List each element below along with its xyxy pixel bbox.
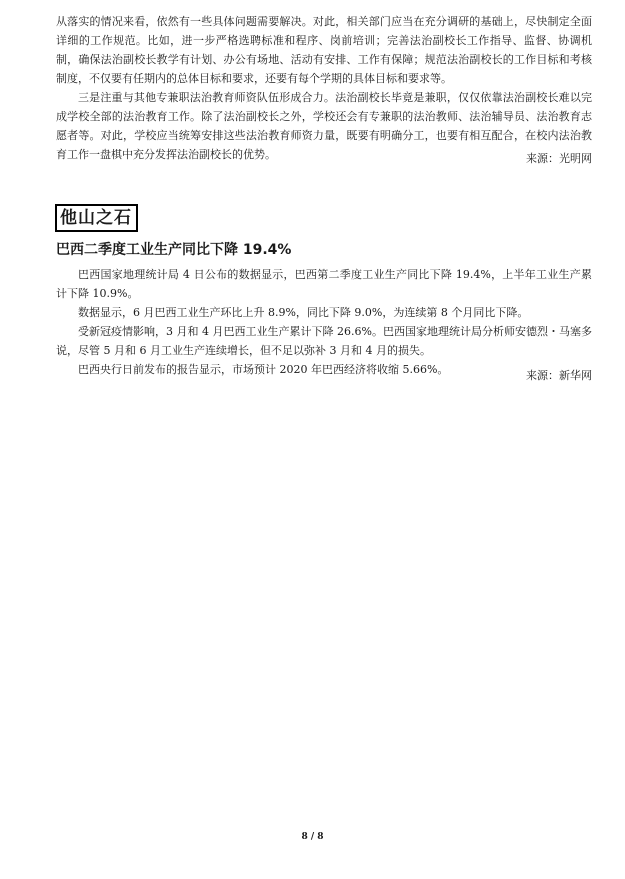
article-source: 来源：新华网 [526, 369, 592, 382]
article-paragraph-1: 巴西国家地理统计局 4 日公布的数据显示，巴西第二季度工业生产同比下降 19.4%，上半年工业生产累计下降 10.9%。 [56, 268, 592, 300]
article-paragraph-3: 受新冠疫情影响，3 月和 4 月巴西工业生产累计下降 26.6%。巴西国家地理统计局分析师安德烈・马塞多说，尽管 5 月和 6 月工业生产连续增长，但不足以弥补 3 月和 4 月的损失。 [56, 325, 592, 357]
article-title: 巴西二季度工业生产同比下降 19.4% [56, 242, 292, 258]
top-article-source: 来源：光明网 [526, 152, 592, 165]
top-article-paragraph-1: 从落实的情况来看，依然有一些具体问题需要解决。对此，相关部门应当在充分调研的基础上，尽快制定全面详细的工作规范。比如，进一步严格选聘标准和程序、岗前培训；完善法治副校长工作指导、监督、协调机制，确保法治副校长教学有计划、办公有场地、活动有安排、工作有保障；规范法治副校长的工作目标和考核制度，不仅要有任期内的总体目标和要求，还要有每个学期的具体目标和要求等。 [56, 15, 592, 85]
page-number: 8 / 8 [301, 832, 324, 842]
top-article-body [56, 12, 592, 164]
top-article-paragraph-2: 三是注重与其他专兼职法治教育师资队伍形成合力。法治副校长毕竟是兼职，仅仅依靠法治副校长难以完成学校全部的法治教育工作。除了法治副校长之外，学校还会有专兼职的法治教师、法治辅导员、法治教育志愿者等。对此，学校应当统筹安排这些法治教育师资力量，既要有明确分工，也要有相互配合，在校内法治教育工作一盘棋中充分发挥法治副校长的优势。 [56, 91, 592, 161]
article-body [56, 265, 592, 379]
article-paragraph-4: 巴西央行日前发布的报告显示，市场预计 2020 年巴西经济将收缩 5.66%。 [78, 363, 449, 376]
article-paragraph-2: 数据显示，6 月巴西工业生产环比上升 8.9%，同比下降 9.0%，为连续第 8 个月同比下降。 [78, 306, 529, 319]
section-heading: 他山之石 [55, 204, 138, 232]
